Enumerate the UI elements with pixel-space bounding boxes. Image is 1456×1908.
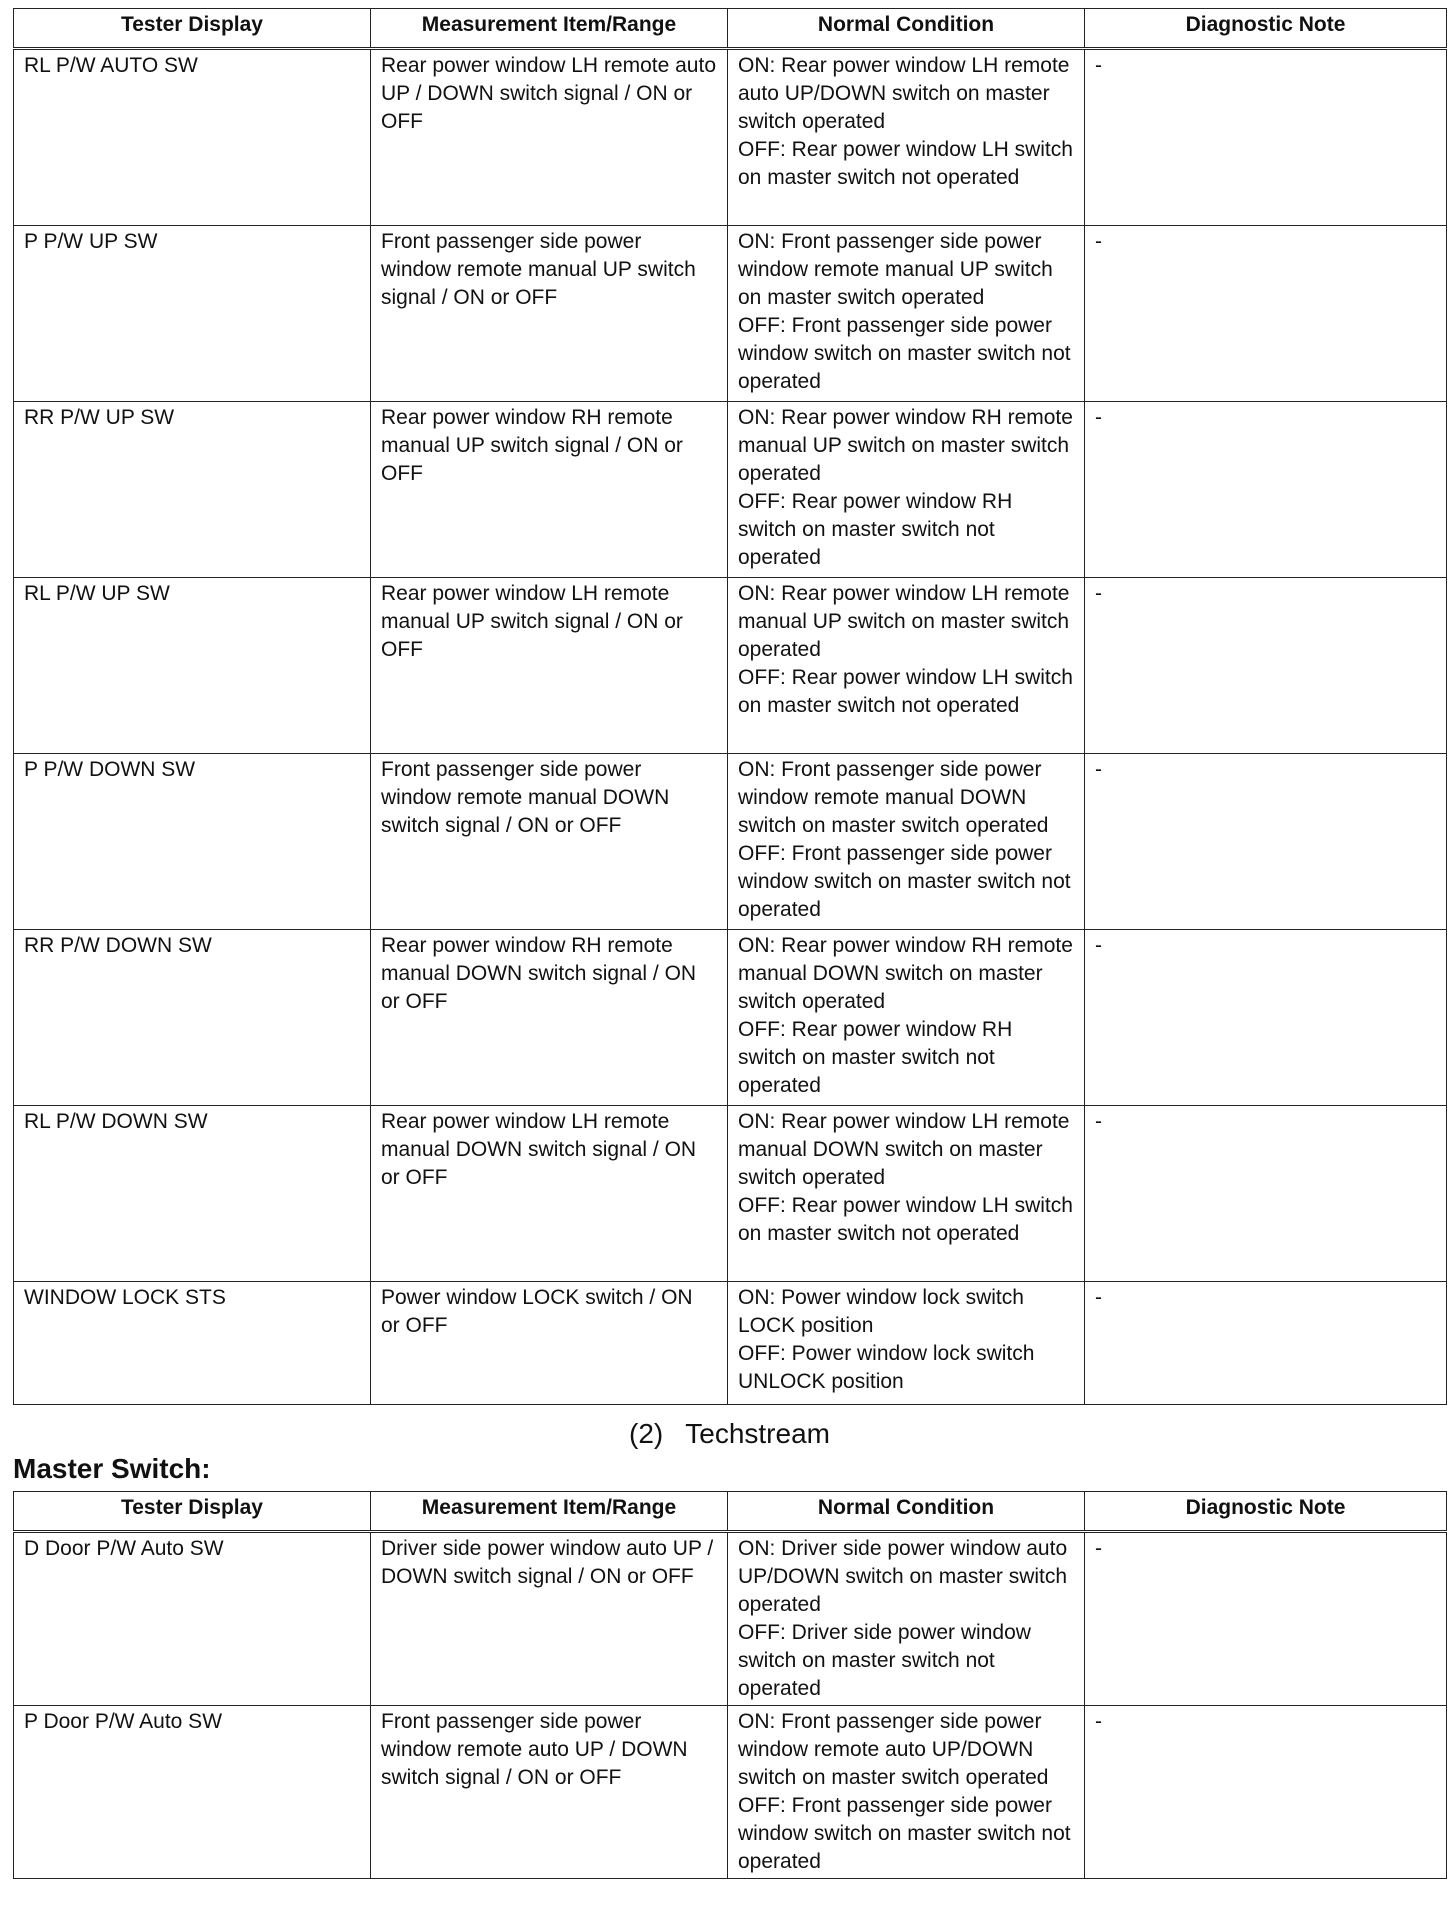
condition-on: ON: Rear power window LH remote manual UP switch on master switch operated xyxy=(738,582,1070,661)
cell-normal-condition xyxy=(728,402,1085,578)
condition-off: OFF: Driver side power window switch on master switch not operated xyxy=(738,1621,1031,1700)
cell-diagnostic-note: - xyxy=(1085,49,1447,226)
condition-on: ON: Rear power window LH remote auto UP/DOWN switch on master switch operated xyxy=(738,54,1070,133)
cell-normal-condition xyxy=(728,1532,1085,1706)
condition-off: OFF: Rear power window LH switch on master switch not operated xyxy=(738,666,1073,717)
cell-diagnostic-note: - xyxy=(1085,578,1447,754)
header-measurement-item: Measurement Item/Range xyxy=(371,1492,728,1532)
cell-diagnostic-note: - xyxy=(1085,226,1447,402)
condition-off: OFF: Front passenger side power window switch on master switch not operated xyxy=(738,314,1071,393)
section-caption xyxy=(13,1417,1446,1451)
cell-measurement-item: Front passenger side power window remote auto UP / DOWN switch signal / ON or OFF xyxy=(371,1706,728,1879)
table-row xyxy=(14,930,1447,1106)
header-diagnostic-note: Diagnostic Note xyxy=(1085,9,1447,49)
cell-normal-condition xyxy=(728,49,1085,226)
condition-off: OFF: Front passenger side power window switch on master switch not operated xyxy=(738,842,1071,921)
table-row xyxy=(14,1106,1447,1282)
cell-normal-condition xyxy=(728,578,1085,754)
table-row xyxy=(14,226,1447,402)
cell-tester-display: RR P/W DOWN SW xyxy=(14,930,371,1106)
condition-off: OFF: Rear power window LH switch on master switch not operated xyxy=(738,1194,1073,1245)
cell-measurement-item: Rear power window LH remote manual UP switch signal / ON or OFF xyxy=(371,578,728,754)
cell-diagnostic-note: - xyxy=(1085,754,1447,930)
cell-tester-display: RL P/W AUTO SW xyxy=(14,49,371,226)
cell-tester-display: RL P/W DOWN SW xyxy=(14,1106,371,1282)
cell-diagnostic-note: - xyxy=(1085,930,1447,1106)
condition-on: ON: Front passenger side power window remote auto UP/DOWN switch on master switch operated xyxy=(738,1710,1049,1789)
cell-measurement-item: Rear power window LH remote auto UP / DOWN switch signal / ON or OFF xyxy=(371,49,728,226)
cell-measurement-item: Power window LOCK switch / ON or OFF xyxy=(371,1282,728,1405)
condition-on: ON: Rear power window RH remote manual DOWN switch on master switch operated xyxy=(738,934,1073,1013)
caption-text: Techstream xyxy=(685,1418,830,1449)
condition-off: OFF: Rear power window RH switch on master switch not operated xyxy=(738,1018,1013,1097)
cell-diagnostic-note: - xyxy=(1085,1282,1447,1405)
cell-diagnostic-note: - xyxy=(1085,1532,1447,1706)
cell-tester-display: P Door P/W Auto SW xyxy=(14,1706,371,1879)
condition-off: OFF: Rear power window LH switch on master switch not operated xyxy=(738,138,1073,189)
table-row xyxy=(14,578,1447,754)
cell-normal-condition xyxy=(728,226,1085,402)
master-switch-table xyxy=(13,1491,1447,1879)
cell-measurement-item: Front passenger side power window remote manual UP switch signal / ON or OFF xyxy=(371,226,728,402)
table-row xyxy=(14,1282,1447,1405)
cell-measurement-item: Driver side power window auto UP / DOWN switch signal / ON or OFF xyxy=(371,1532,728,1706)
condition-on: ON: Front passenger side power window remote manual UP switch on master switch operated xyxy=(738,230,1053,309)
condition-on: ON: Power window lock switch LOCK position xyxy=(738,1286,1024,1337)
document xyxy=(13,8,1446,1879)
cell-diagnostic-note: - xyxy=(1085,1706,1447,1879)
cell-measurement-item: Rear power window LH remote manual DOWN switch signal / ON or OFF xyxy=(371,1106,728,1282)
cell-measurement-item: Front passenger side power window remote manual DOWN switch signal / ON or OFF xyxy=(371,754,728,930)
cell-normal-condition xyxy=(728,1282,1085,1405)
table-row xyxy=(14,754,1447,930)
cell-tester-display: RL P/W UP SW xyxy=(14,578,371,754)
cell-tester-display: P P/W UP SW xyxy=(14,226,371,402)
cell-tester-display: D Door P/W Auto SW xyxy=(14,1532,371,1706)
header-tester-display: Tester Display xyxy=(14,1492,371,1532)
caption-number: (2) xyxy=(629,1418,664,1449)
header-normal-condition: Normal Condition xyxy=(728,1492,1085,1532)
tester-display-table xyxy=(13,8,1447,1405)
section-title: Master Switch: xyxy=(13,1453,211,1484)
table-row xyxy=(14,49,1447,226)
table-header-row xyxy=(14,9,1447,49)
cell-measurement-item: Rear power window RH remote manual DOWN switch signal / ON or OFF xyxy=(371,930,728,1106)
condition-off: OFF: Power window lock switch UNLOCK position xyxy=(738,1342,1035,1393)
table-row xyxy=(14,402,1447,578)
cell-tester-display: P P/W DOWN SW xyxy=(14,754,371,930)
cell-diagnostic-note: - xyxy=(1085,1106,1447,1282)
cell-measurement-item: Rear power window RH remote manual UP switch signal / ON or OFF xyxy=(371,402,728,578)
header-diagnostic-note: Diagnostic Note xyxy=(1085,1492,1447,1532)
cell-tester-display: WINDOW LOCK STS xyxy=(14,1282,371,1405)
condition-on: ON: Front passenger side power window remote manual DOWN switch on master switch operated xyxy=(738,758,1049,837)
table-header-row xyxy=(14,1492,1447,1532)
cell-normal-condition xyxy=(728,1706,1085,1879)
cell-normal-condition xyxy=(728,930,1085,1106)
header-normal-condition: Normal Condition xyxy=(728,9,1085,49)
condition-on: ON: Driver side power window auto UP/DOWN switch on master switch operated xyxy=(738,1537,1068,1616)
condition-on: ON: Rear power window LH remote manual DOWN switch on master switch operated xyxy=(738,1110,1070,1189)
table-row xyxy=(14,1706,1447,1879)
cell-normal-condition xyxy=(728,1106,1085,1282)
condition-off: OFF: Front passenger side power window switch on master switch not operated xyxy=(738,1794,1071,1873)
cell-diagnostic-note: - xyxy=(1085,402,1447,578)
header-measurement-item: Measurement Item/Range xyxy=(371,9,728,49)
table-row xyxy=(14,1532,1447,1706)
cell-normal-condition xyxy=(728,754,1085,930)
condition-off: OFF: Rear power window RH switch on master switch not operated xyxy=(738,490,1013,569)
header-tester-display: Tester Display xyxy=(14,9,371,49)
cell-tester-display: RR P/W UP SW xyxy=(14,402,371,578)
condition-on: ON: Rear power window RH remote manual UP switch on master switch operated xyxy=(738,406,1073,485)
